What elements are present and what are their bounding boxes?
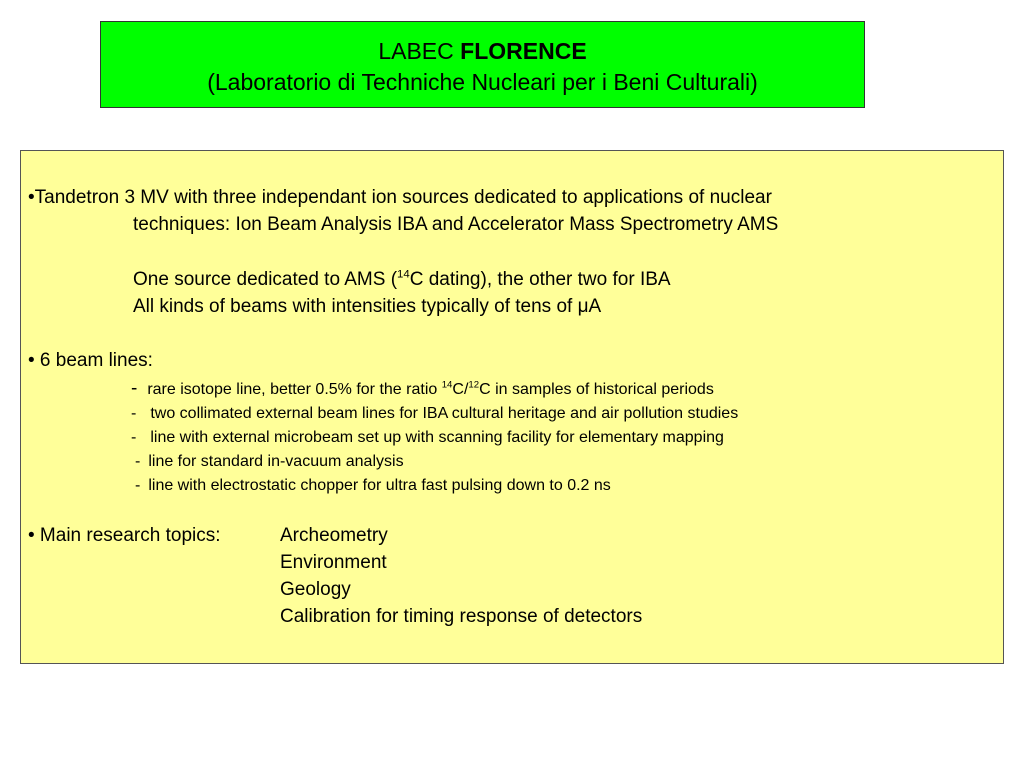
- content-panel: [20, 150, 1004, 664]
- page-title: [101, 36, 864, 67]
- research-topic-3: Geology: [280, 579, 351, 600]
- beam-line-3-text: line with external microbeam set up with scanning facility for elementary mapping: [150, 429, 724, 446]
- list-dash: -: [131, 429, 137, 446]
- list-dash: -: [135, 477, 141, 494]
- beam-line-1-mid: C/: [452, 381, 469, 398]
- ams-source-sup: 14: [397, 268, 410, 281]
- research-topic-4: Calibration for timing response of detectors: [280, 606, 643, 627]
- beam-line-1-post: C in samples of historical periods: [479, 381, 714, 398]
- ams-source-line: [133, 268, 671, 292]
- research-heading: • Main research topics:: [28, 525, 221, 546]
- research-topic-2: Environment: [280, 552, 387, 573]
- list-item: [135, 476, 611, 496]
- title-prefix: LABEC: [378, 38, 454, 64]
- beam-line-5-text: line with electrostatic chopper for ultra fast pulsing down to 0.2 ns: [148, 477, 611, 494]
- tandetron-line-1: •Tandetron 3 MV with three independant ion sources dedicated to applications of nuclear: [28, 187, 772, 208]
- title-banner: [100, 21, 865, 108]
- list-dash: -: [135, 453, 141, 470]
- list-item: [131, 428, 724, 448]
- beam-line-1-pre: rare isotope line, better 0.5% for the ratio: [147, 381, 442, 398]
- beam-lines-heading: • 6 beam lines:: [28, 350, 153, 371]
- beam-line-2-text: two collimated external beam lines for IBA cultural heritage and air pollution studies: [150, 405, 739, 422]
- beam-line-4-text: line for standard in-vacuum analysis: [148, 453, 404, 470]
- beam-line-1-sup2: 12: [468, 379, 480, 391]
- list-dash: -: [131, 405, 137, 422]
- research-topic-1: Archeometry: [280, 525, 388, 546]
- list-item: [135, 452, 404, 472]
- beams-line: All kinds of beams with intensities typically of tens of μA: [133, 296, 602, 317]
- ams-source-post: C dating), the other two for IBA: [409, 269, 671, 290]
- ams-source-pre: One source dedicated to AMS (: [133, 269, 398, 290]
- list-item: [131, 404, 738, 424]
- list-item: [131, 379, 714, 400]
- beam-line-1-sup1: 14: [441, 379, 453, 391]
- title-bold: FLORENCE: [460, 38, 587, 64]
- list-dash: -: [131, 378, 138, 399]
- page-subtitle: (Laboratorio di Techniche Nucleari per i Beni Culturali): [207, 69, 758, 95]
- tandetron-line-2: techniques: Ion Beam Analysis IBA and Accelerator Mass Spectrometry AMS: [133, 214, 779, 235]
